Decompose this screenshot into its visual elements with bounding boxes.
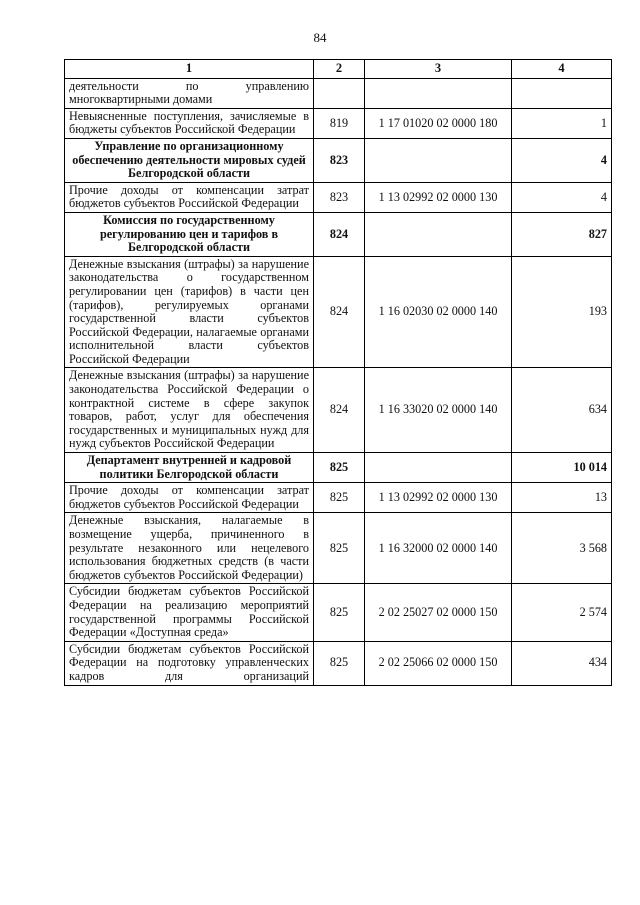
revenue-name-cell: Комиссия по государственному регулированию цен и тарифов в Белгородской области (65, 212, 314, 256)
amount-cell: 4 (512, 182, 612, 212)
amount-cell: 1 (512, 108, 612, 138)
budget-classification-code-cell: 1 13 02992 02 0000 130 (365, 483, 512, 513)
table-row (65, 584, 612, 641)
column-number-row (65, 60, 612, 79)
amount-cell: 3 568 (512, 513, 612, 584)
budget-classification-code-cell (365, 138, 512, 182)
budget-classification-code-cell (365, 212, 512, 256)
budget-revenue-table (64, 59, 612, 686)
column-header-4: 4 (512, 60, 612, 79)
admin-code-cell: 824 (314, 212, 365, 256)
column-header-1: 1 (65, 60, 314, 79)
admin-code-cell: 825 (314, 483, 365, 513)
budget-classification-code-cell: 1 13 02992 02 0000 130 (365, 182, 512, 212)
revenue-name-cell: Субсидии бюджетам субъектов Российской Федерации на реализацию мероприятий государственной программы Российской Федерации «Доступная среда» (65, 584, 314, 641)
page-number: 84 (313, 30, 327, 45)
table-row (65, 368, 612, 453)
admin-code-cell (314, 78, 365, 108)
budget-classification-code-cell: 1 16 02030 02 0000 140 (365, 256, 512, 368)
revenue-name-cell: Прочие доходы от компенсации затрат бюджетов субъектов Российской Федерации (65, 483, 314, 513)
table-row (65, 182, 612, 212)
organization-header-row (65, 212, 612, 256)
column-header-3: 3 (365, 60, 512, 79)
budget-classification-code-cell (365, 453, 512, 483)
revenue-name-cell: Денежные взыскания (штрафы) за нарушение законодательства Российской Федерации о контрактной системе в сфере закупок товаров, работ, услуг для обеспечения государственных и муниципальных нужд для нужд субъектов Российской Федерации (65, 368, 314, 453)
budget-classification-code-cell: 1 16 32000 02 0000 140 (365, 513, 512, 584)
revenue-name-cell: Управление по организационному обеспечению деятельности мировых судей Белгородской области (65, 138, 314, 182)
revenue-name-cell: деятельности по управлению многоквартирными домами (65, 78, 314, 108)
revenue-name-cell: Субсидии бюджетам субъектов Российской Федерации на подготовку управленческих кадров для организаций (65, 641, 314, 685)
organization-header-row (65, 138, 612, 182)
budget-classification-code-cell: 1 17 01020 02 0000 180 (365, 108, 512, 138)
admin-code-cell: 825 (314, 453, 365, 483)
amount-cell: 193 (512, 256, 612, 368)
admin-code-cell: 823 (314, 182, 365, 212)
amount-cell: 10 014 (512, 453, 612, 483)
admin-code-cell: 819 (314, 108, 365, 138)
budget-classification-code-cell (365, 78, 512, 108)
table-row (65, 641, 612, 685)
amount-cell: 2 574 (512, 584, 612, 641)
table-row (65, 256, 612, 368)
column-header-2: 2 (314, 60, 365, 79)
organization-header-row (65, 453, 612, 483)
budget-classification-code-cell: 1 16 33020 02 0000 140 (365, 368, 512, 453)
amount-cell: 4 (512, 138, 612, 182)
amount-cell: 827 (512, 212, 612, 256)
admin-code-cell: 824 (314, 256, 365, 368)
revenue-name-cell: Департамент внутренней и кадровой политики Белгородской области (65, 453, 314, 483)
admin-code-cell: 825 (314, 513, 365, 584)
revenue-name-cell: Прочие доходы от компенсации затрат бюджетов субъектов Российской Федерации (65, 182, 314, 212)
amount-cell (512, 78, 612, 108)
budget-classification-code-cell: 2 02 25066 02 0000 150 (365, 641, 512, 685)
table-row (65, 108, 612, 138)
amount-cell: 13 (512, 483, 612, 513)
amount-cell: 434 (512, 641, 612, 685)
admin-code-cell: 825 (314, 584, 365, 641)
revenue-name-cell: Денежные взыскания, налагаемые в возмещение ущерба, причиненного в результате незаконного или нецелевого использования бюджетных средств (в части бюджетов субъектов Российской Федерации) (65, 513, 314, 584)
admin-code-cell: 825 (314, 641, 365, 685)
table-row (65, 483, 612, 513)
table-body (65, 78, 612, 685)
revenue-name-cell: Денежные взыскания (штрафы) за нарушение законодательства о государственном регулировании цен (тарифов) в части цен (тарифов), регулируемых органами государственной власти субъектов Российской Федерации, налагаемые органами исполнительной власти субъектов Российской Федерации (65, 256, 314, 368)
table-row (65, 513, 612, 584)
budget-classification-code-cell: 2 02 25027 02 0000 150 (365, 584, 512, 641)
revenue-name-cell: Невыясненные поступления, зачисляемые в бюджеты субъектов Российской Федерации (65, 108, 314, 138)
admin-code-cell: 824 (314, 368, 365, 453)
amount-cell: 634 (512, 368, 612, 453)
table-row (65, 78, 612, 108)
admin-code-cell: 823 (314, 138, 365, 182)
